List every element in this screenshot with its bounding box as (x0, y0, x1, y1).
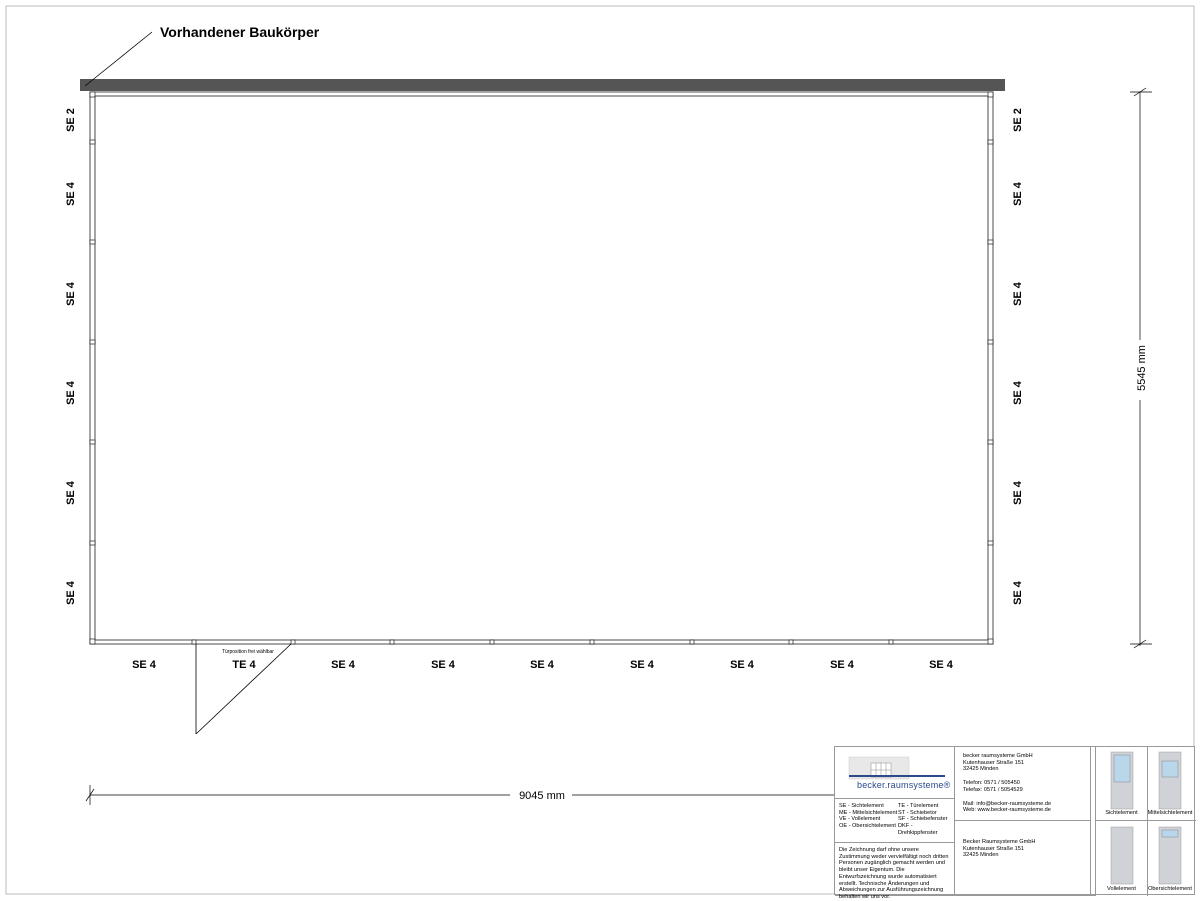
existing-building-bar (80, 79, 1005, 91)
title-block (834, 746, 1195, 900)
left-label: SE 2 (65, 108, 77, 132)
logo-text: becker.raumsysteme® (857, 780, 951, 790)
company-name: becker raumsysteme GmbH (963, 753, 1033, 759)
legend-row (839, 823, 950, 836)
legend-item: SF - Schiebefenster (898, 816, 948, 823)
panel-label: Sichtelement (1105, 810, 1138, 817)
customer-city: 32425 Minden (963, 852, 999, 859)
right-label: SE 4 (1012, 481, 1024, 505)
wall-joints (90, 92, 993, 644)
right-label: SE 4 (1012, 581, 1024, 605)
right-wall-labels (1012, 108, 1024, 605)
bottom-label: SE 4 (530, 659, 554, 671)
door-position-note: Türposition frei wählbar (222, 649, 274, 655)
bottom-label: SE 4 (132, 659, 156, 671)
copyright-notice: Die Zeichnung darf ohne unsere Zustimmung weder vervielfältigt noch dritten Personen zugänglich gemacht werden und bleibt unser Eigentum. Die Entwurfszeichnung wurde automatisiert erstellt. Technische Änderungen und Abweichungen zur Ausführungszeichnung behalten wir uns vor. (835, 843, 955, 896)
bottom-label: SE 4 (331, 659, 355, 671)
customer-name: Becker Raumsysteme GmbH (963, 839, 1036, 845)
existing-building-label: Vorhandener Baukörper (160, 24, 320, 40)
company-street: Kutenhauser Straße 151 (963, 759, 1024, 766)
right-label: SE 2 (1012, 108, 1024, 132)
legend-item: ME - Mittelsichtelement (839, 809, 898, 816)
left-wall-labels (65, 108, 77, 605)
company-fax: Telefax: 0571 / 5054529 (963, 786, 1023, 793)
legend-box (835, 799, 955, 843)
company-phone: Telefon: 0571 / 505450 (963, 780, 1020, 787)
legend-row (839, 810, 950, 817)
left-label: SE 4 (65, 381, 77, 405)
legend-item: SE - Sichtelement (839, 803, 884, 809)
depth-dimension-label: 5545 mm (1136, 345, 1148, 391)
width-dimension-label: 9045 mm (519, 790, 565, 802)
legend-row (839, 803, 950, 810)
company-logo (835, 747, 955, 799)
legend-item: ST - Schiebetor (898, 809, 937, 816)
company-web: Web: www.becker-raumsysteme.de (963, 807, 1051, 814)
legend-row (839, 816, 950, 823)
company-info (955, 747, 1091, 821)
vollelement-icon (1096, 821, 1148, 896)
customer-street: Kutenhauser Straße 151 (963, 845, 1024, 852)
customer-info (955, 821, 1091, 896)
right-label: SE 4 (1012, 282, 1024, 306)
legend-item: DKF - Drehkippfenster (898, 823, 938, 836)
company-mail: Mail: info@becker-raumsysteme.de (963, 800, 1052, 807)
bottom-label: SE 4 (630, 659, 654, 671)
panel-label: Obersichtelement (1148, 886, 1192, 893)
panel-sichtelement (1096, 747, 1148, 821)
bottom-wall-labels (132, 659, 954, 671)
obersichtelement-icon (1144, 821, 1196, 896)
panel-mittelsichtelement (1144, 747, 1196, 821)
left-label: SE 4 (65, 481, 77, 505)
bottom-label: TE 4 (232, 659, 256, 671)
legend-item: OE - Obersichtelement (839, 823, 896, 830)
left-label: SE 4 (65, 282, 77, 306)
panel-label: Vollelement (1107, 886, 1136, 893)
panel-label: Mittelsichtelement (1147, 810, 1193, 817)
logo-box (835, 747, 955, 799)
left-label: SE 4 (65, 182, 77, 206)
company-city: 32425 Minden (963, 766, 999, 773)
right-label: SE 4 (1012, 381, 1024, 405)
right-label: SE 4 (1012, 182, 1024, 206)
existing-building-leader (85, 32, 152, 86)
building-outline (90, 92, 993, 644)
panel-obersichtelement (1144, 821, 1196, 896)
legend-item: VE - Vollelement (839, 816, 881, 823)
left-label: SE 4 (65, 581, 77, 605)
legend-item: TE - Türelement (898, 803, 939, 809)
bottom-label: SE 4 (730, 659, 754, 671)
bottom-label: SE 4 (431, 659, 455, 671)
panel-vollelement (1096, 821, 1148, 896)
bottom-label: SE 4 (929, 659, 953, 671)
bottom-label: SE 4 (830, 659, 854, 671)
door-swing (196, 644, 291, 734)
